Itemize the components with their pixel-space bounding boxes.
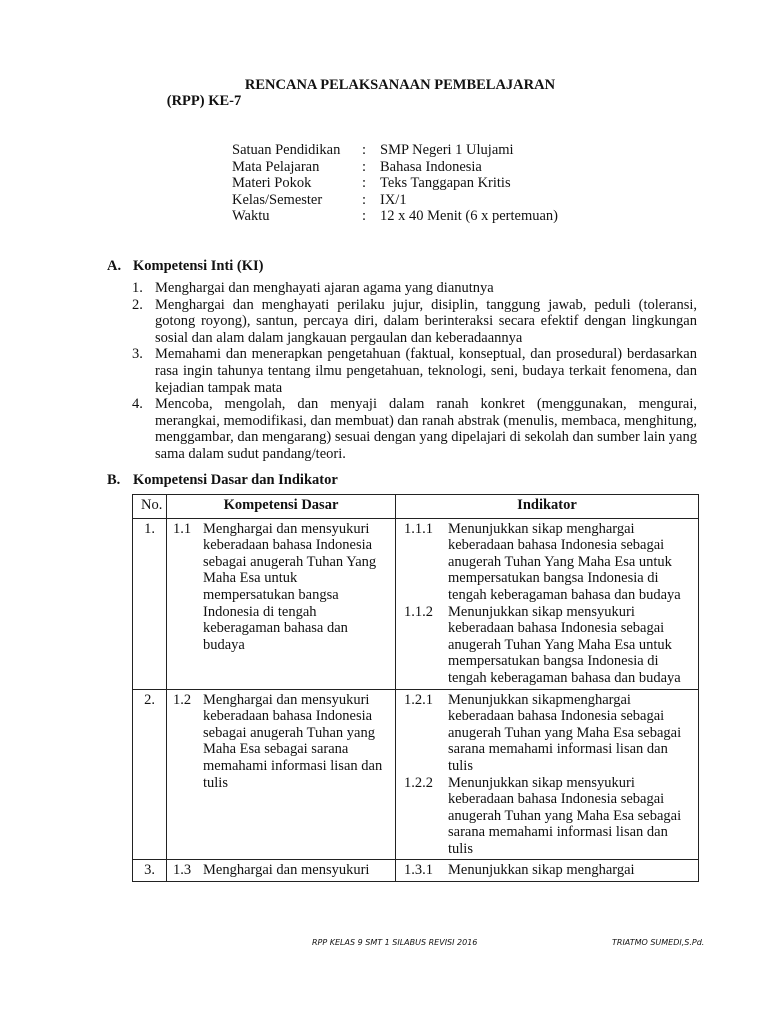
meta-row (232, 175, 558, 192)
meta-label: Materi Pokok (232, 175, 312, 192)
indikator-entry (400, 862, 694, 879)
indikator-code: 1.1.1 (404, 520, 433, 537)
row-number: 2. (133, 689, 167, 860)
meta-row (232, 159, 558, 176)
header-no: No. (133, 495, 167, 519)
indikator-entry (400, 775, 694, 858)
section-heading-b (107, 472, 338, 489)
indikator-entry (400, 521, 694, 604)
meta-value: SMP Negeri 1 Ulujami (380, 142, 514, 158)
meta-label: Satuan Pendidikan (232, 142, 341, 158)
list-item (132, 280, 697, 297)
footer-left: RPP KELAS 9 SMT 1 SILABUS REVISI 2016 (312, 938, 478, 947)
indikator-code: 1.2.1 (404, 691, 433, 708)
kd-text: Menghargai dan mensyukuri (203, 862, 370, 879)
list-item (132, 346, 697, 396)
meta-row (232, 208, 558, 225)
meta-colon: : (362, 158, 367, 175)
identity-block (232, 142, 558, 225)
kompetensi-inti-list (132, 280, 697, 463)
kd-cell (167, 860, 396, 882)
indikator-code: 1.3.1 (404, 862, 433, 879)
indikator-text: Menunjukkan sikap mensyukuri keberadaan bahasa Indonesia sebagai anugerah Tuhan Yang Maha Esa untuk mempersatukan bangsa Indonesia di tengah keberagaman bahasa dan budaya (448, 603, 681, 686)
document-subtitle: (RPP) KE-7 (166, 93, 242, 109)
footer-right: TRIATMO SUMEDI,S.Pd. (612, 938, 705, 947)
indikator-cell (396, 689, 699, 860)
section-title: Kompetensi Inti (KI) (133, 258, 264, 274)
meta-colon: : (362, 191, 367, 208)
row-number: 3. (133, 860, 167, 882)
indikator-text: Menunjukkan sikap mensyukuri keberadaan bahasa Indonesia sebagai anugerah Tuhan yang Maha Esa sebagai sarana memahami informasi lisan dan tulis (448, 774, 682, 857)
kd-text: Menghargai dan mensyukuri keberadaan bahasa Indonesia sebagai anugerah Tuhan Yang Maha Esa untuk mempersatukan bangsa Indonesia di tengah keberagaman bahasa dan budaya (203, 520, 377, 653)
list-text: Menghargai dan menghayati perilaku jujur, disiplin, tanggung jawab, peduli (toleransi, gotong royong), santun, percaya diri, dalam berinteraksi secara efektif dengan lingkungan sosial dan alam dalam jangkauan pergaulan dan keberadaannya (155, 296, 697, 346)
header-indikator: Indikator (396, 495, 699, 519)
meta-value: IX/1 (380, 191, 407, 208)
kd-entry (171, 521, 391, 654)
list-number: 3. (132, 346, 143, 363)
meta-row (232, 142, 558, 159)
kompetensi-table (132, 494, 699, 882)
kd-text: Menghargai dan mensyukuri keberadaan bahasa Indonesia sebagai anugerah Tuhan yang Maha Esa sebagai sarana memahami informasi lisan dan tulis (203, 691, 383, 791)
indikator-cell (396, 518, 699, 689)
table-row (133, 860, 699, 882)
meta-value: Bahasa Indonesia (380, 158, 482, 175)
meta-label: Mata Pelajaran (232, 158, 320, 175)
list-text: Memahami dan menerapkan pengetahuan (faktual, konseptual, dan prosedural) berdasarkan rasa ingin tahunya tentang ilmu pengetahuan, teknologi, seni, budaya terkait fenomena, dan kejadian tampak mata (155, 346, 697, 396)
indikator-entry (400, 692, 694, 775)
meta-label: Kelas/Semester (232, 191, 323, 208)
section-letter: A. (107, 258, 122, 274)
list-number: 2. (132, 296, 143, 313)
meta-value: Teks Tanggapan Kritis (380, 175, 511, 192)
kd-cell (167, 689, 396, 860)
row-number: 1. (133, 518, 167, 689)
indikator-code: 1.1.2 (404, 603, 433, 620)
list-text: Mencoba, mengolah, dan menyaji dalam ranah konkret (menggunakan, mengurai, merangkai, memodifikasi, dan membuat) dan ranah abstrak (menulis, membaca, menghitung, menggambar, dan mengarang) sesuai dengan yang dipelajari di sekolah dan sumber lain yang sama dalam sudut pandang/teori. (155, 396, 697, 462)
header-kompetensi-dasar: Kompetensi Dasar (167, 495, 396, 519)
meta-colon: : (362, 142, 367, 158)
kd-code: 1.2 (173, 691, 192, 708)
list-number: 1. (132, 280, 143, 296)
table-row (133, 689, 699, 860)
list-item (132, 396, 697, 462)
list-text: Menghargai dan menghayati ajaran agama yang dianutnya (155, 280, 494, 296)
indikator-code: 1.2.2 (404, 774, 433, 791)
section-heading-a (107, 258, 264, 275)
meta-colon: : (362, 208, 367, 225)
indikator-text: Menunjukkan sikap menghargai keberadaan bahasa Indonesia sebagai anugerah Tuhan Yang Maha Esa untuk mempersatukan bangsa Indonesia di tengah keberagaman bahasa dan budaya (448, 520, 681, 603)
kd-code: 1.3 (173, 862, 192, 879)
meta-label: Waktu (232, 208, 270, 225)
indikator-text: Menunjukkan sikapmenghargai keberadaan bahasa Indonesia sebagai anugerah Tuhan yang Maha Esa sebagai sarana memahami informasi lisan dan tulis (448, 691, 682, 774)
indikator-text: Menunjukkan sikap menghargai (448, 862, 635, 879)
kd-entry (171, 862, 391, 879)
meta-row (232, 192, 558, 209)
table-header-row (133, 495, 699, 519)
kd-cell (167, 518, 396, 689)
table-row (133, 518, 699, 689)
list-number: 4. (132, 396, 143, 413)
meta-value: 12 x 40 Menit (6 x pertemuan) (380, 208, 558, 225)
section-title: Kompetensi Dasar dan Indikator (133, 472, 338, 488)
kd-entry (171, 692, 391, 792)
indikator-cell (396, 860, 699, 882)
meta-colon: : (362, 175, 367, 192)
document-title: RENCANA PELAKSANAAN PEMBELAJARAN (244, 77, 556, 93)
indikator-entry (400, 604, 694, 687)
list-item (132, 297, 697, 347)
kd-code: 1.1 (173, 520, 192, 537)
section-letter: B. (107, 472, 121, 488)
